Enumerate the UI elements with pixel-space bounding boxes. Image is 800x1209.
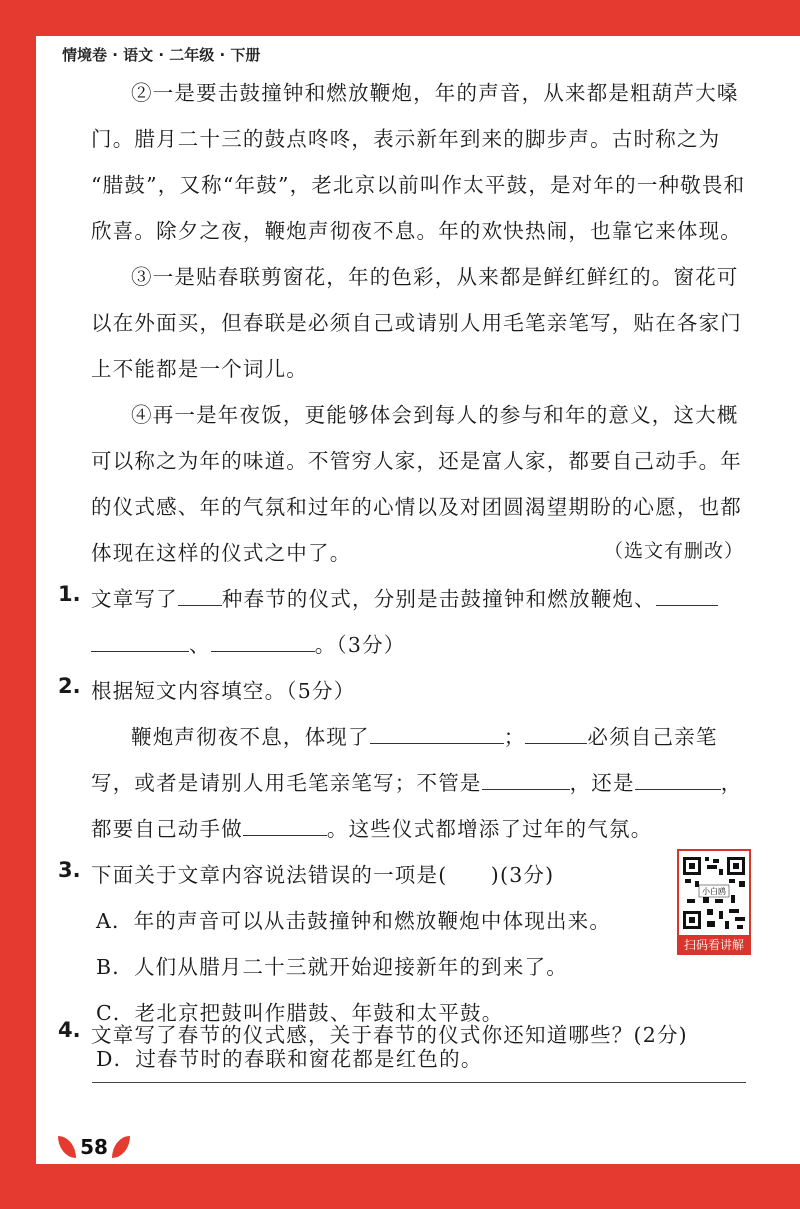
option-c[interactable]: C．老北京把鼓叫作腊鼓、年鼓和太平鼓。 bbox=[96, 1001, 504, 1025]
passage-line: 上不能都是一个词儿。 bbox=[91, 357, 308, 381]
page-number-badge bbox=[56, 1132, 132, 1162]
option-a[interactable]: A．年的声音可以从击鼓撞钟和燃放鞭炮中体现出来。 bbox=[96, 909, 612, 933]
question-number: 3. bbox=[58, 858, 81, 882]
question-1: 文章写了 种春节的仪式，分别是击鼓撞钟和燃放鞭炮、 bbox=[91, 582, 718, 612]
answer-blank[interactable] bbox=[211, 633, 315, 652]
passage-line: ③一是贴春联剪窗花，年的色彩，从来都是鲜红鲜红的。窗花可 bbox=[131, 265, 739, 289]
answer-blank[interactable] bbox=[243, 817, 327, 836]
question-2-title: 根据短文内容填空。（5分） bbox=[91, 679, 356, 703]
option-b[interactable]: B．人们从腊月二十三就开始迎接新年的到来了。 bbox=[96, 955, 568, 979]
question-number: 2. bbox=[58, 674, 81, 698]
answer-blank[interactable] bbox=[91, 633, 189, 652]
page-number: 58 bbox=[80, 1135, 108, 1159]
qr-caption: 扫码看讲解 bbox=[677, 935, 751, 955]
passage-line: 欣喜。除夕之夜，鞭炮声彻夜不息。年的欢快热闹，也靠它来体现。 bbox=[91, 219, 742, 243]
leaf-icon bbox=[112, 1136, 130, 1158]
qr-logo-text: 小白鸥 bbox=[702, 887, 726, 896]
question-number: 4. bbox=[58, 1018, 81, 1042]
answer-blank[interactable] bbox=[482, 771, 570, 790]
passage-line: 体现在这样的仪式之中了。 bbox=[91, 541, 352, 565]
source-note: （选文有删改） bbox=[603, 540, 744, 562]
passage-line: 门。腊月二十三的鼓点咚咚，表示新年到来的脚步声。古时称之为 bbox=[91, 127, 721, 151]
question-number: 1. bbox=[58, 582, 81, 606]
passage-line: 以在外面买，但春联是必须自己或请别人用毛笔亲笔写，贴在各家门 bbox=[91, 311, 742, 335]
answer-blank[interactable] bbox=[178, 587, 222, 606]
passage-line: “腊鼓”，又称“年鼓”，老北京以前叫作太平鼓，是对年的一种敬畏和 bbox=[91, 173, 746, 197]
passage-line: 的仪式感、年的气氛和过年的心情以及对团圆渴望期盼的心愿，也都 bbox=[91, 495, 742, 519]
answer-blank[interactable] bbox=[656, 587, 718, 606]
answer-blank[interactable] bbox=[370, 725, 504, 744]
question-4-title: 文章写了春节的仪式感，关于春节的仪式你还知道哪些？(2分) bbox=[91, 1023, 688, 1047]
qr-code-icon bbox=[679, 851, 749, 935]
question-2-line: 鞭炮声彻夜不息，体现了 ； 必须自己亲笔 bbox=[131, 725, 718, 749]
answer-blank[interactable] bbox=[635, 771, 721, 790]
question-1-continued: 、 。（3分） bbox=[91, 628, 406, 658]
passage-line: ④再一是年夜饭，更能够体会到每人的参与和年的意义，这大概 bbox=[131, 403, 739, 427]
qr-code[interactable] bbox=[677, 849, 751, 937]
passage-line: 可以称之为年的味道。不管穷人家，还是富人家，都要自己动手。年 bbox=[91, 449, 742, 473]
worksheet-page bbox=[36, 36, 800, 1164]
answer-blank[interactable] bbox=[525, 725, 587, 744]
leaf-icon bbox=[58, 1136, 76, 1158]
answer-line[interactable] bbox=[92, 1082, 746, 1083]
running-header: 情境卷 · 语文 · 二年级 · 下册 bbox=[62, 46, 261, 64]
question-2-line: 都要自己动手做 。这些仪式都增添了过年的气氛。 bbox=[91, 817, 653, 841]
question-2-line: 写，或者是请别人用毛笔亲笔写；不管是 ，还是 ， bbox=[91, 771, 743, 795]
option-d[interactable]: D．过春节时的春联和窗花都是红色的。 bbox=[96, 1047, 483, 1071]
passage-line: ②一是要击鼓撞钟和燃放鞭炮，年的声音，从来都是粗葫芦大嗓 bbox=[131, 81, 739, 105]
question-3-title: 下面关于文章内容说法错误的一项是( )(3分) bbox=[91, 863, 555, 887]
